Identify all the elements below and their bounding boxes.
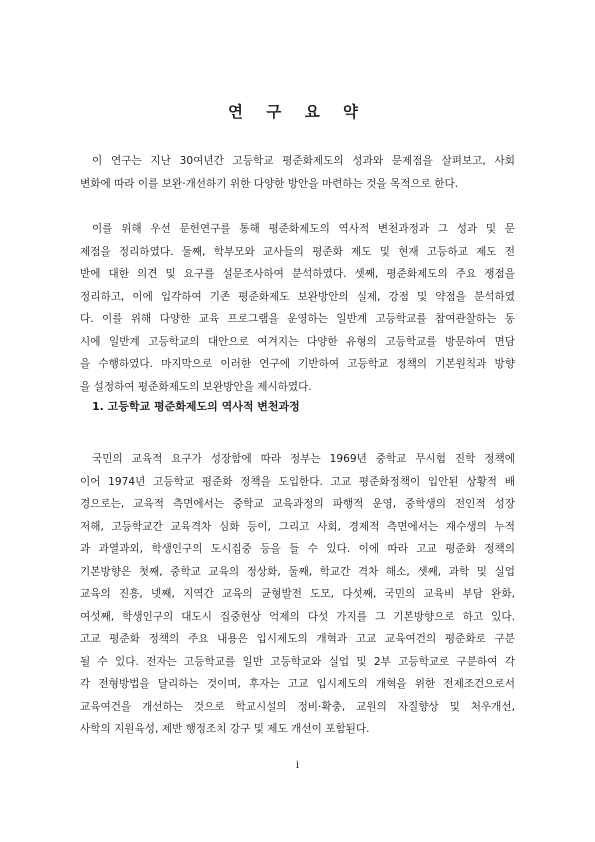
- paragraph-line: 정리하고, 이에 입각하여 기존 평준화제도 보완방안의 실제, 강점 및 약점을 분석하였: [80, 290, 515, 303]
- paragraph-line: 제점을 정리하였다. 둘째, 학부모와 교사들의 평준화 제도 및 현재 고등하교 제도 전: [80, 245, 515, 258]
- section-heading: 1. 고등학교 평준화제도의 역사적 변천과정: [92, 400, 300, 413]
- paragraph-line: 저해, 고등학교간 교육격차 심화 등이, 그리고 사회, 경제적 측면에서는 재수생의 누적: [80, 520, 515, 533]
- paragraph-line: 반에 대한 의견 및 요구를 설문조사하여 분석하였다. 셋째, 평준화제도의 주요 쟁점을: [80, 268, 515, 280]
- page-title: 연 구 요 약: [227, 102, 368, 121]
- paragraph-line: 이를 위해 우선 문헌연구를 통해 평준화제도의 역사적 변천과정과 그 성과 및 문: [92, 223, 515, 235]
- paragraph-line: 사학의 지원육성, 제반 행정조치 강구 및 제도 개선이 포함된다.: [80, 723, 370, 735]
- paragraph-line: 을 설정하여 평준화제도의 보완방안을 제시하였다.: [80, 380, 312, 393]
- paragraph-line: 이어 1974년 고등학교 평준화 정책을 도입한다. 고교 평준화정책이 입안된 상황적 배: [80, 475, 515, 488]
- paragraph-line: 고교 평준화 정책의 주요 내용은 입시제도의 개혁과 고교 교육여건의 평준화로 구분: [80, 633, 515, 645]
- paragraph-line: 기본방향은 첫째, 중학교 교육의 정상화, 둘째, 학교간 격차 해소, 셋째, 과학 및 실업: [80, 565, 515, 578]
- paragraph-line: 변화에 따라 이를 보완·개선하기 위한 다양한 방안을 마련하는 것을 목적으로 한다.: [80, 177, 459, 190]
- paragraph-line: 경으로는, 교육적 측면에서는 중학교 교육과정의 파행적 운영, 중학생의 전인적 성장: [80, 498, 515, 510]
- page-number: i: [295, 760, 300, 771]
- paragraph-line: 을 수행하였다. 마지막으로 이러한 연구에 기반하여 고등학교 정책의 기본원칙과 방향: [80, 358, 515, 370]
- paragraph-line: 다. 이를 위해 다양한 교육 프로그램을 운영하는 일반계 고등학교를 참여관찰하는 동: [80, 313, 515, 325]
- summary-paragraph-method: [80, 218, 515, 398]
- paragraph-line: 교육여건을 개선하는 것으로 학교시설의 정비·확충, 교원의 자질향상 및 처우개선,: [80, 700, 515, 713]
- section-paragraph-history: [80, 448, 515, 741]
- paragraph-line: 과 과열과외, 학생인구의 도시집중 등을 들 수 있다. 이에 따라 고교 평준화 정책의: [80, 543, 515, 555]
- paragraph-line: 시에 일반계 고등학교의 대안으로 여겨지는 다양한 유형의 고등학교를 방문하여 면담: [80, 335, 515, 348]
- paragraph-line: 국민의 교육적 요구가 성장함에 따라 정부는 1969년 중학교 무시험 진학 정책에: [92, 453, 515, 465]
- paragraph-line: 이 연구는 지난 30여년간 고등학교 평준화제도의 성과와 문제점을 살펴보고, 사회: [92, 155, 515, 167]
- paragraph-line: 될 수 있다. 전자는 고등학교를 일반 고등학교와 실업 및 2부 고등학교로 구분하여 각: [80, 655, 515, 668]
- summary-paragraph-purpose: [80, 150, 515, 195]
- paragraph-line: 여섯째, 학생인구의 대도시 집중현상 억제의 다섯 가지를 그 기본방향으로 하고 있다.: [80, 610, 515, 623]
- paragraph-line: 각 전형방법을 달리하는 것이며, 후자는 고교 입시제도의 개혁을 위한 전제조건으로서: [80, 678, 515, 690]
- paragraph-line: 교육의 진흥, 넷째, 지역간 교육의 균형발전 도모, 다섯째, 국민의 교육비 부담 완화,: [80, 588, 515, 600]
